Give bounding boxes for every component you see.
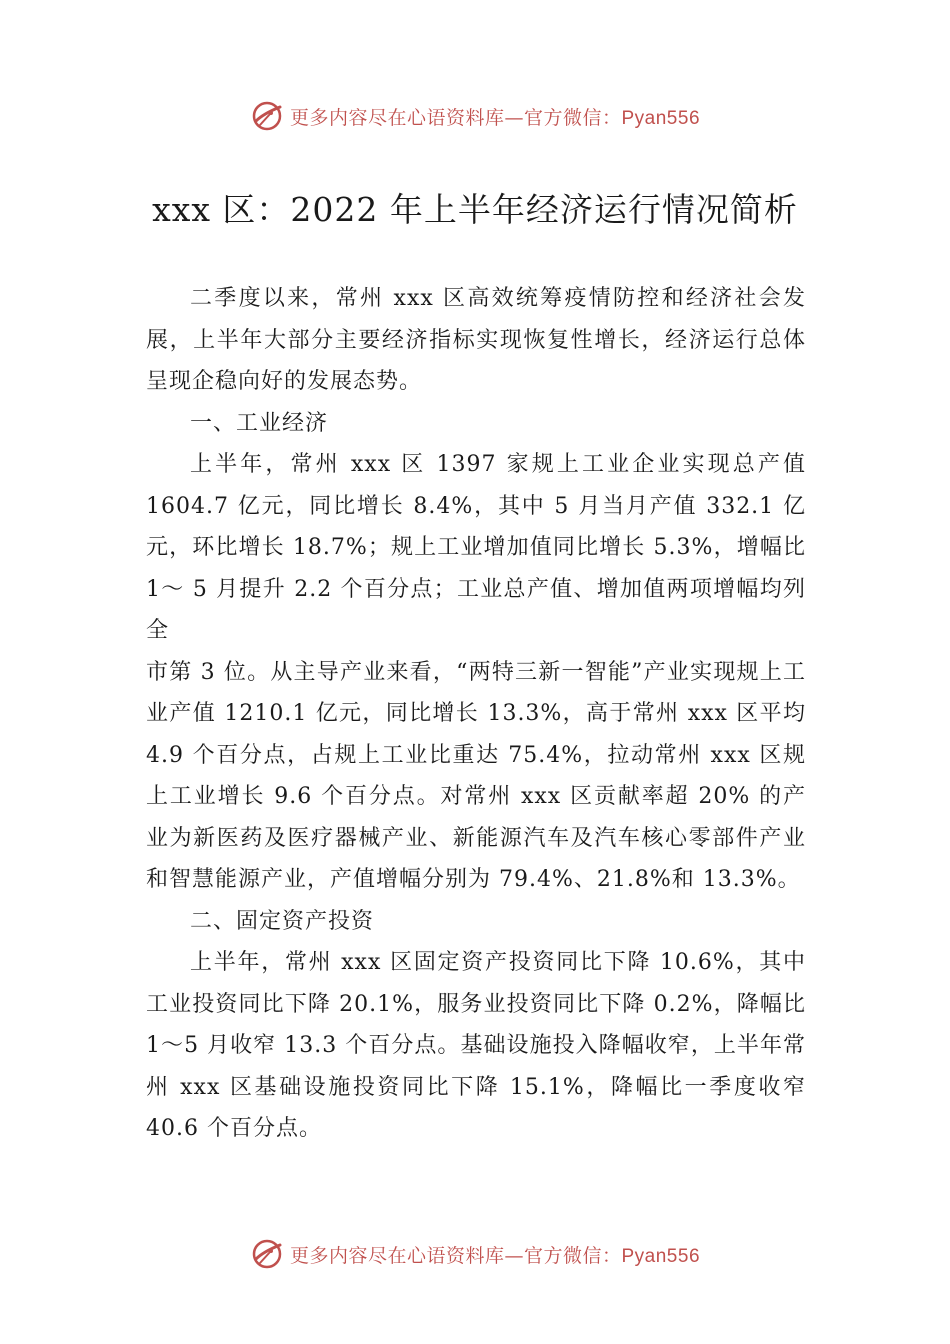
pen-logo-icon bbox=[250, 99, 284, 133]
document-body bbox=[146, 278, 806, 1150]
industry-paragraph-1: 上半年，常州 xxx 区 1397 家规上工业企业实现总产值 1604.7 亿元，同比增长 8.4%，其中 5 月当月产值 332.1 亿元，环比增长 18.7%；规上工业增加值同比增长 5.3%，增幅比 1～ 5 月提升 2.2 个百分点；工业总产值、增加值两项增幅均列全 bbox=[146, 452, 806, 643]
investment-paragraph: 上半年，常州 xxx 区固定资产投资同比下降 10.6%，其中工业投资同比下降 20.1%，服务业投资同比下降 0.2%，降幅比 1～5 月收窄 13.3 个百分点。基础设施投入降幅收窄，上半年常州 xxx 区基础设施投资同比下降 15.1%，降幅比一季度收窄 40.6 个百分点。 bbox=[146, 950, 806, 1141]
watermark-text: 更多内容尽在心语资料库—官方微信：Pyan556 bbox=[289, 1244, 701, 1267]
section-heading-industry: 一、工业经济 bbox=[190, 410, 329, 436]
watermark-header bbox=[0, 96, 950, 136]
intro-paragraph: 二季度以来，常州 xxx 区高效统筹疫情防控和经济社会发展，上半年大部分主要经济指标实现恢复性增长，经济运行总体呈现企稳向好的发展态势。 bbox=[146, 286, 806, 394]
pen-logo-icon bbox=[250, 1237, 284, 1271]
watermark-wechat-id: Pyan556 bbox=[621, 107, 701, 129]
watermark-text: 更多内容尽在心语资料库—官方微信：Pyan556 bbox=[289, 106, 701, 129]
watermark-footer bbox=[0, 1234, 950, 1274]
watermark-wechat-id: Pyan556 bbox=[621, 1245, 701, 1267]
industry-paragraph-2: 市第 3 位。从主导产业来看，“两特三新一智能”产业实现规上工业产值 1210.1 亿元，同比增长 13.3%，高于常州 xxx 区平均 4.9 个百分点，占规上工业比重达 75.4%，拉动常州 xxx 区规上工业增长 9.6 个百分点。对常州 xxx 区贡献率超 20% 的产业为新医药及医疗器械产业、新能源汽车及汽车核心零部件产业和智慧能源产业，产值增幅分别为 79.4%、21.8%和 13.3%。 bbox=[146, 659, 806, 892]
section-heading-investment: 二、固定资产投资 bbox=[190, 908, 375, 934]
document-title: xxx 区：2022 年上半年经济运行情况简析 bbox=[152, 190, 798, 229]
